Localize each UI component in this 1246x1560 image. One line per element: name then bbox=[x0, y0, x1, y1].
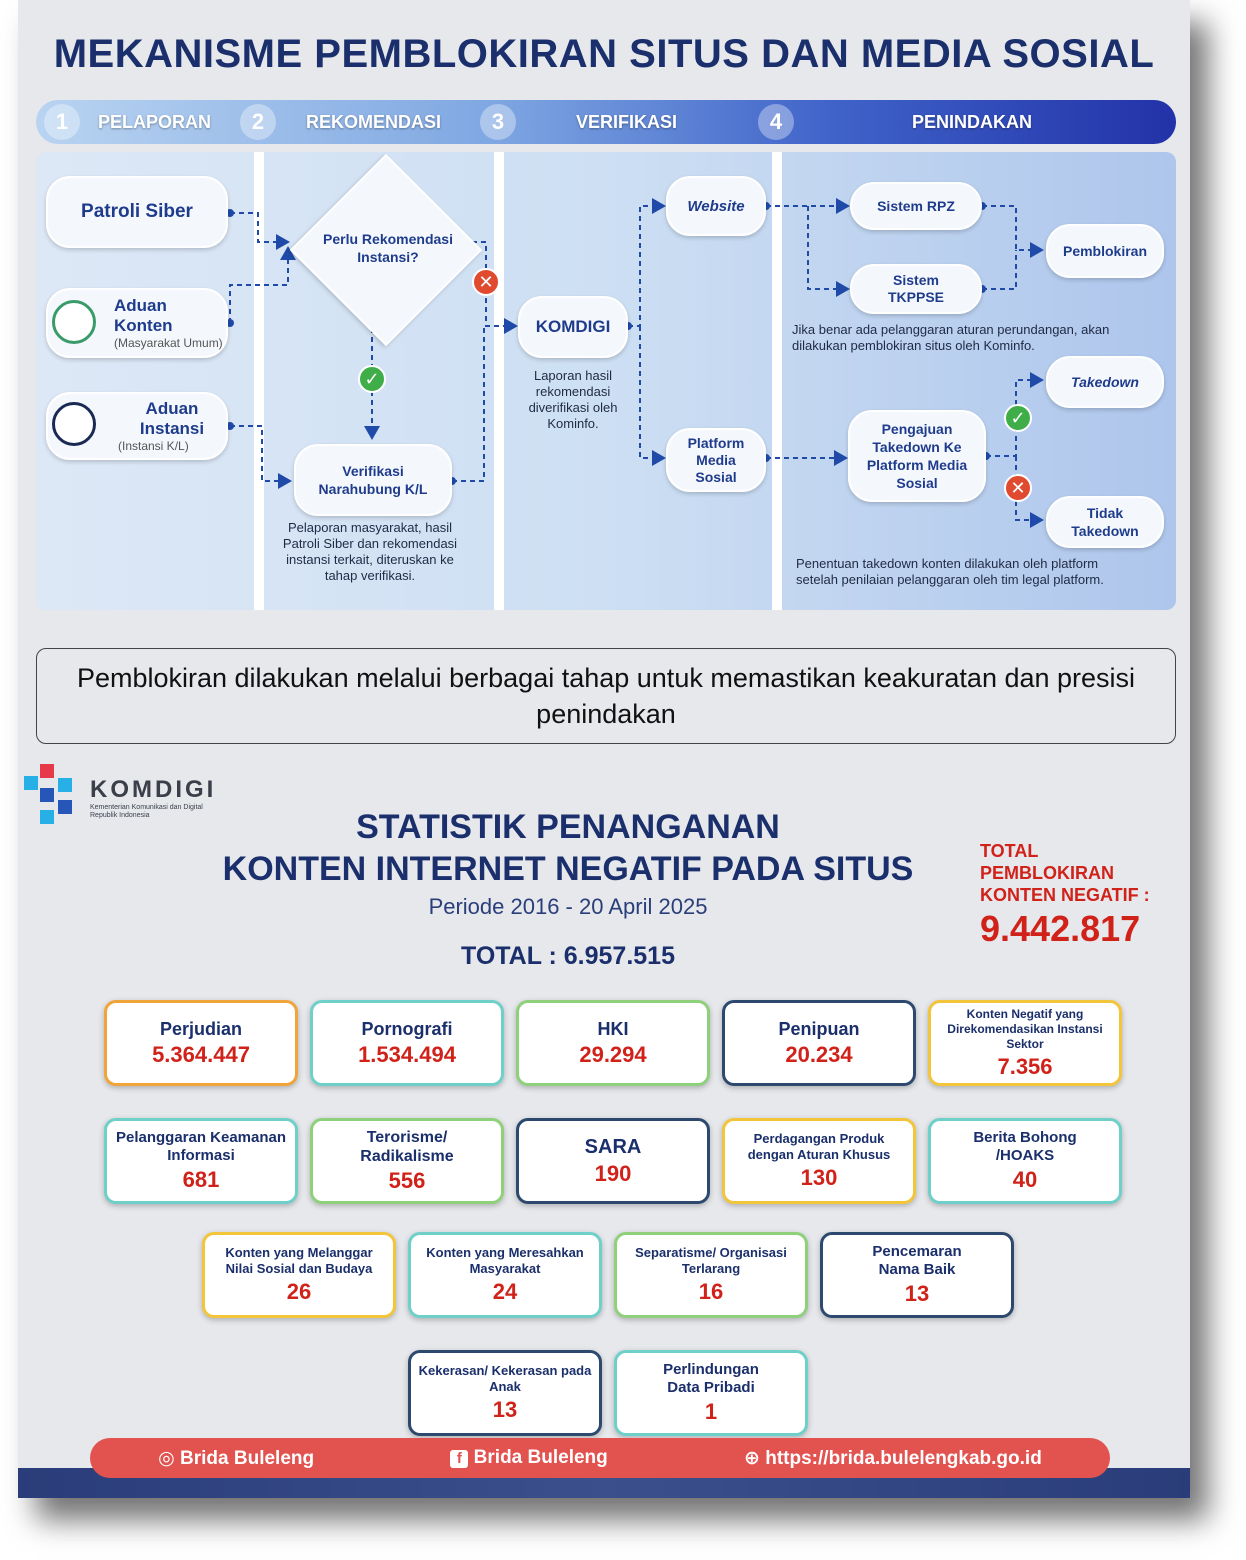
stat-label: Pencemaran Nama Baik bbox=[872, 1243, 962, 1278]
node-label: Website bbox=[687, 197, 745, 215]
page-title: MEKANISME PEMBLOKIRAN SITUS DAN MEDIA SOSIAL bbox=[53, 32, 1155, 76]
stat-label: Kekerasan/ Kekerasan pada Anak bbox=[418, 1363, 592, 1394]
stat-label: Pornografi bbox=[361, 1018, 453, 1039]
stat-card-hoaks bbox=[928, 1118, 1122, 1204]
stat-card-hki bbox=[516, 1000, 710, 1086]
stat-value: 16 bbox=[698, 1279, 724, 1304]
sistem-rpz-node bbox=[850, 182, 982, 230]
stats-period: Periode 2016 - 20 April 2025 bbox=[428, 894, 708, 919]
node-label: Aduan Instansi bbox=[139, 399, 205, 438]
grand-total-label: TOTAL PEMBLOKIRAN KONTEN NEGATIF : bbox=[980, 841, 1150, 905]
globe-icon: ⊕ bbox=[744, 1447, 760, 1469]
stat-value: 20.234 bbox=[785, 1041, 853, 1067]
step-label: REKOMENDASI bbox=[306, 111, 442, 132]
pemblokiran-note: Jika benar ada pelanggaran aturan perundangan, akan dilakukan pemblokiran situs oleh Kominfo. bbox=[792, 322, 1110, 353]
node-label: Takedown bbox=[1071, 374, 1139, 390]
verifikasi-node bbox=[294, 444, 452, 516]
stat-value: 29.294 bbox=[579, 1041, 647, 1067]
stat-value: 556 bbox=[388, 1168, 426, 1193]
node-label: KOMDIGI bbox=[535, 317, 611, 336]
stat-value: 130 bbox=[800, 1165, 838, 1190]
stats-title-line1: STATISTIK PENANGANAN bbox=[356, 808, 780, 846]
stat-label: Konten Negatif yang Direkomendasikan Instansi Sektor bbox=[947, 1006, 1103, 1051]
conclusion-box: Pemblokiran dilakukan melalui berbagai tahap untuk memastikan keakuratan dan presisi penindakan bbox=[36, 648, 1176, 744]
stat-card-kekerasan bbox=[408, 1350, 602, 1436]
stat-card-sara bbox=[516, 1118, 710, 1204]
komdigi-node bbox=[518, 296, 628, 358]
patroli-siber-node bbox=[46, 176, 228, 248]
facebook-label: Brida Buleleng bbox=[473, 1447, 608, 1468]
stat-label: Perdagangan Produk dengan Aturan Khusus bbox=[747, 1131, 891, 1162]
stat-value: 26 bbox=[286, 1279, 312, 1304]
step-label: PENINDAKAN bbox=[912, 111, 1033, 132]
step-number: 2 bbox=[240, 104, 276, 140]
stat-label: Perjudian bbox=[159, 1018, 243, 1039]
stat-card-penipuan bbox=[722, 1000, 916, 1086]
stat-value: 681 bbox=[182, 1167, 220, 1192]
sistem-tkppse-node bbox=[850, 264, 982, 314]
stat-card-perjudian bbox=[104, 1000, 298, 1086]
step-label: VERIFIKASI bbox=[576, 111, 678, 132]
node-sublabel: (Instansi K/L) bbox=[118, 439, 189, 453]
reject-icon: ✕ bbox=[472, 268, 500, 296]
stat-card-pencemaran bbox=[820, 1232, 1014, 1318]
node-label: Aduan Konten bbox=[114, 296, 173, 335]
stat-value: 24 bbox=[492, 1279, 518, 1304]
takedown-node bbox=[1046, 356, 1164, 408]
stat-value: 1 bbox=[704, 1399, 718, 1424]
stat-value: 5.364.447 bbox=[152, 1041, 250, 1067]
stats-total: TOTAL : 6.957.515 bbox=[461, 942, 675, 970]
pemblokiran-node bbox=[1046, 224, 1164, 278]
node-sublabel: (Masyarakat Umum) bbox=[114, 336, 223, 350]
stats-title-line2: KONTEN INTERNET NEGATIF PADA SITUS bbox=[222, 850, 914, 888]
step-label: PELAPORAN bbox=[98, 111, 212, 132]
stat-value: 7.356 bbox=[997, 1053, 1053, 1079]
takedown-note: Penentuan takedown konten dilakukan oleh platform setelah penilaian pelanggaran oleh tim legal platform. bbox=[796, 556, 1104, 587]
stat-value: 13 bbox=[492, 1397, 518, 1422]
stat-label: Perlindungan Data Pribadi bbox=[663, 1361, 759, 1396]
pengajuan-node bbox=[848, 410, 986, 502]
stat-card-rekomendasi-instansi bbox=[928, 1000, 1122, 1086]
node-label: Sistem RPZ bbox=[877, 198, 955, 214]
stat-label: Separatisme/ Organisasi Terlarang bbox=[635, 1245, 787, 1276]
stat-label: Konten yang Melanggar Nilai Sosial dan Budaya bbox=[225, 1245, 373, 1276]
stat-value: 1.534.494 bbox=[358, 1041, 456, 1067]
footer-website[interactable] bbox=[744, 1447, 1042, 1470]
stat-card-perdagangan bbox=[722, 1118, 916, 1204]
stat-label: HKI bbox=[597, 1018, 629, 1039]
aduan-konten-logo bbox=[52, 300, 96, 344]
node-label: Verifikasi Narahubung K/L bbox=[318, 463, 428, 497]
node-label: Platform Media Sosial bbox=[687, 434, 745, 485]
platform-node bbox=[666, 428, 766, 492]
rekomendasi-note: Pelaporan masyarakat, hasil Patroli Siber dan rekomendasi instansi terkait, diteruskan ke tahap verifikasi. bbox=[282, 520, 458, 583]
step-number: 3 bbox=[480, 104, 516, 140]
instagram-icon: ◎ bbox=[158, 1447, 175, 1469]
stat-card-nilai-sosial bbox=[202, 1232, 396, 1318]
footer-bar bbox=[90, 1438, 1110, 1478]
aduan-instansi-logo bbox=[52, 402, 96, 446]
komdigi-note: Laporan hasil rekomendasi diverifikasi oleh Kominfo. bbox=[528, 368, 618, 431]
node-label: Pemblokiran bbox=[1062, 243, 1148, 259]
grand-total-value: 9.442.817 bbox=[980, 908, 1141, 949]
node-label: Pengajuan Takedown Ke Platform Media Sosial bbox=[866, 421, 968, 491]
stat-label: Pelanggaran Keamanan Informasi bbox=[115, 1129, 287, 1164]
stat-value: 190 bbox=[594, 1160, 632, 1186]
footer-instagram[interactable] bbox=[158, 1447, 314, 1470]
step-number: 4 bbox=[758, 104, 794, 140]
reject-icon: ✕ bbox=[1004, 474, 1032, 502]
node-label: Patroli Siber bbox=[81, 201, 193, 222]
node-label: Sistem TKPPSE bbox=[887, 272, 944, 305]
facebook-icon: f bbox=[450, 1450, 468, 1468]
stat-value: 13 bbox=[904, 1281, 930, 1306]
komdigi-logo-text: KOMDIGI bbox=[90, 776, 217, 803]
approve-icon: ✓ bbox=[1004, 404, 1032, 432]
infographic-sheet bbox=[18, 0, 1190, 1498]
approve-icon: ✓ bbox=[358, 365, 386, 393]
footer-facebook[interactable] bbox=[450, 1447, 607, 1469]
instagram-label: Brida Buleleng bbox=[180, 1447, 315, 1469]
website-label: https://brida.bulelengkab.go.id bbox=[765, 1447, 1042, 1469]
stat-card-data-pribadi bbox=[614, 1350, 808, 1436]
stat-card-meresahkan bbox=[408, 1232, 602, 1318]
stat-card-keamanan-informasi bbox=[104, 1118, 298, 1204]
komdigi-logo-mark bbox=[24, 764, 78, 828]
step-number: 1 bbox=[44, 104, 80, 140]
stat-label: Konten yang Meresahkan Masyarakat bbox=[426, 1245, 584, 1276]
stat-label: Berita Bohong /HOAKS bbox=[973, 1129, 1077, 1164]
stat-label: Penipuan bbox=[778, 1018, 860, 1039]
stat-value: 40 bbox=[1012, 1167, 1038, 1192]
stat-card-terorisme bbox=[310, 1118, 504, 1204]
komdigi-logo-subtext: Kementerian Komunikasi dan Digital Republik Indonesia bbox=[90, 804, 203, 819]
tidak-takedown-node bbox=[1046, 496, 1164, 548]
node-label: Tidak Takedown bbox=[1071, 505, 1139, 539]
stat-card-pornografi bbox=[310, 1000, 504, 1086]
stat-label: Terorisme/ Radikalisme bbox=[360, 1129, 454, 1165]
stat-card-separatisme bbox=[614, 1232, 808, 1318]
decision-label: Perlu Rekomendasi Instansi? bbox=[323, 231, 453, 265]
website-node bbox=[666, 176, 766, 236]
stat-label: SARA bbox=[584, 1135, 642, 1158]
